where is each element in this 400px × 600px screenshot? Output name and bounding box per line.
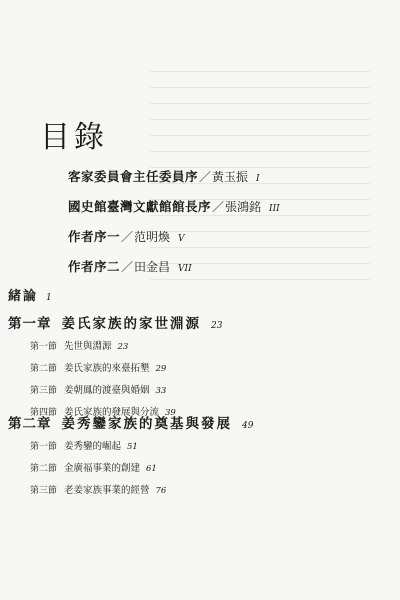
section-number: 第三節 <box>30 486 58 496</box>
preface-title: 客家委員會主任委員序 <box>68 169 199 184</box>
toc-entry-chapter[interactable] <box>8 412 253 432</box>
separator: ／ <box>199 170 212 184</box>
preface-author: 田金昌 <box>134 260 171 274</box>
page-number: 76 <box>155 486 167 496</box>
section-number: 第一節 <box>30 442 58 452</box>
chapter-2 <box>8 412 253 504</box>
chapter-number: 第一章 <box>8 316 52 332</box>
preface-author: 黃玉振 <box>212 170 249 184</box>
section-title: 姜秀鑾的崛起 <box>64 441 122 452</box>
preface-author: 范明煥 <box>134 230 171 244</box>
section-title: 金廣福事業的創建 <box>64 463 141 474</box>
section-number: 第二節 <box>30 464 58 474</box>
intro-label: 緒論 <box>8 289 39 304</box>
chapter-number: 第二章 <box>8 416 52 432</box>
chapter-title: 姜氏家族的家世淵源 <box>61 316 201 332</box>
section-number: 第三節 <box>30 386 58 396</box>
toc-entry-section[interactable] <box>30 360 222 382</box>
page-number: 29 <box>155 364 167 374</box>
separator: ／ <box>121 260 134 274</box>
toc-entry-intro[interactable] <box>8 285 52 304</box>
toc-entry-section[interactable] <box>30 482 253 504</box>
page-number: 39 <box>165 408 176 418</box>
page-number: 1 <box>46 293 52 303</box>
preface-title: 作者序一 <box>68 229 121 244</box>
preface-title: 作者序二 <box>68 259 121 274</box>
page-number: I <box>256 174 260 184</box>
toc-entry-preface[interactable] <box>68 257 280 287</box>
section-title: 老姜家族事業的經營 <box>64 485 150 496</box>
page-number: III <box>269 204 280 214</box>
section-title: 姜朝鳳的渡臺與婚姻 <box>64 385 150 396</box>
page-number: 23 <box>117 342 129 352</box>
section-number: 第四節 <box>30 408 58 418</box>
preface-author: 張鴻銘 <box>225 200 262 214</box>
section-number: 第一節 <box>30 342 58 352</box>
page-number: 51 <box>127 442 138 452</box>
section-title: 姜氏家族的來臺拓墾 <box>64 363 150 374</box>
section-title: 姜氏家族的發展與分流 <box>64 407 160 418</box>
page-number: 61 <box>146 464 157 474</box>
page-number: 49 <box>242 421 254 431</box>
chapter-title: 姜秀鑾家族的奠基與發展 <box>61 416 232 432</box>
page-number: V <box>178 234 185 244</box>
separator: ／ <box>212 200 225 214</box>
toc-entry-preface[interactable] <box>68 167 280 197</box>
page-title: 目錄 <box>40 120 108 156</box>
page-number: VII <box>178 264 192 274</box>
toc-entry-section[interactable] <box>30 460 253 482</box>
toc-entry-preface[interactable] <box>68 197 280 227</box>
page-number: 23 <box>211 321 223 331</box>
section-number: 第二節 <box>30 364 58 374</box>
separator: ／ <box>121 230 134 244</box>
preface-title: 國史館臺灣文獻館館長序 <box>68 199 212 214</box>
chapter-1 <box>8 312 222 426</box>
toc-entry-chapter[interactable] <box>8 312 222 332</box>
section-title: 先世與淵源 <box>64 341 112 352</box>
toc-entry-preface[interactable] <box>68 227 280 257</box>
preface-list <box>68 167 280 287</box>
section-list <box>30 438 253 504</box>
toc-entry-section[interactable] <box>30 438 253 460</box>
page-number: 33 <box>155 386 167 396</box>
toc-entry-section[interactable] <box>30 338 222 360</box>
toc-entry-section[interactable] <box>30 382 222 404</box>
